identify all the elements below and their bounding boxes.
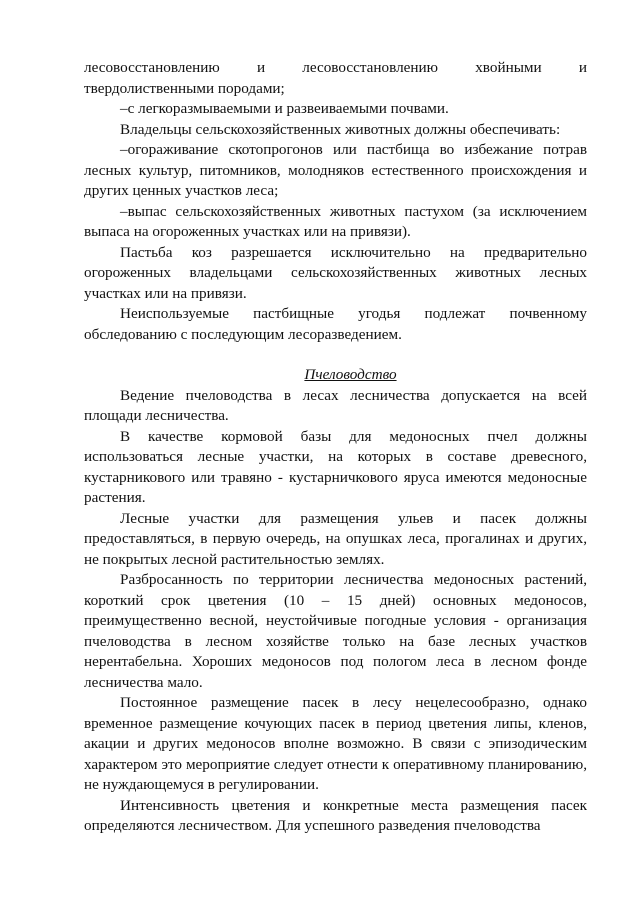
paragraph-unused-pastures: Неиспользуемые пастбищные угодья подлежат почвенному обследованию с последующим лесоразведением. <box>84 305 587 343</box>
paragraph-melliferous-scarcity: Разбросанность по территории лесничества медоносных растений, короткий срок цветения (10 – 15 дней) основных медоносов, преимущественно весной, неустойчивые погодные условия - организация пчеловодства в лесном хозяйстве только на базе лесных участков нерентабельна. Хороших медоносов под пологом леса в лесном фонде лесничества мало. <box>84 571 587 691</box>
paragraph-fencing: –огораживание скотопрогонов или пастбища во избежание потрав лесных культур, питомников, молодняков естественного происхождения и других ценных участков леса; <box>84 141 587 199</box>
paragraph-owners-obligations: Владельцы сельскохозяйственных животных должны обеспечивать: <box>120 120 561 138</box>
paragraph-pastures-continuation: лесовосстановлению и лесовосстановлению хвойными и твердолиственными породами; <box>84 59 587 97</box>
paragraph-beekeeping-allowed: Ведение пчеловодства в лесах лесничества допускается на всей площади лесничества. <box>84 386 587 424</box>
paragraph-forage-base: В качестве кормовой базы для медоносных пчел должны использоваться лесные участки, на которых в составе древесного, кустарникового или травяно - кустарничкового яруса имеются медоносные растения. <box>84 427 587 506</box>
paragraph-temporary-apiaries: Постоянное размещение пасек в лесу нецелесообразно, однако временное размещение кочующих пасек в период цветения липы, кленов, акации и других медоносов вполне возможно. В связи с эпизодическим характером это мероприятие следует отнести к оперативному планированию, не нуждающемуся в регулировании. <box>84 694 587 793</box>
paragraph-herding: –выпас сельскохозяйственных животных пастухом (за исключением выпаса на огороженных участках или на привязи). <box>84 202 587 240</box>
paragraph-flowering-intensity: Интенсивность цветения и конкретные места размещения пасек определяются лесничеством. Для успешного разведения пчеловодства <box>84 796 587 834</box>
paragraph-apiary-placement: Лесные участки для размещения ульев и пасек должны предоставляться, в первую очередь, на опушках леса, прогалинах и других, не покрытых лесной растительностью землях. <box>84 509 587 568</box>
paragraph-erodible-soils: –с легкоразмываемыми и развеиваемыми почвами. <box>120 100 449 117</box>
section-title-beekeeping: Пчеловодство <box>304 366 397 383</box>
paragraph-goat-grazing: Пастьба коз разрешается исключительно на предварительно огороженных владельцами сельскохозяйственных животных лесных участках или на привязи. <box>84 243 587 302</box>
document-page <box>84 58 587 837</box>
